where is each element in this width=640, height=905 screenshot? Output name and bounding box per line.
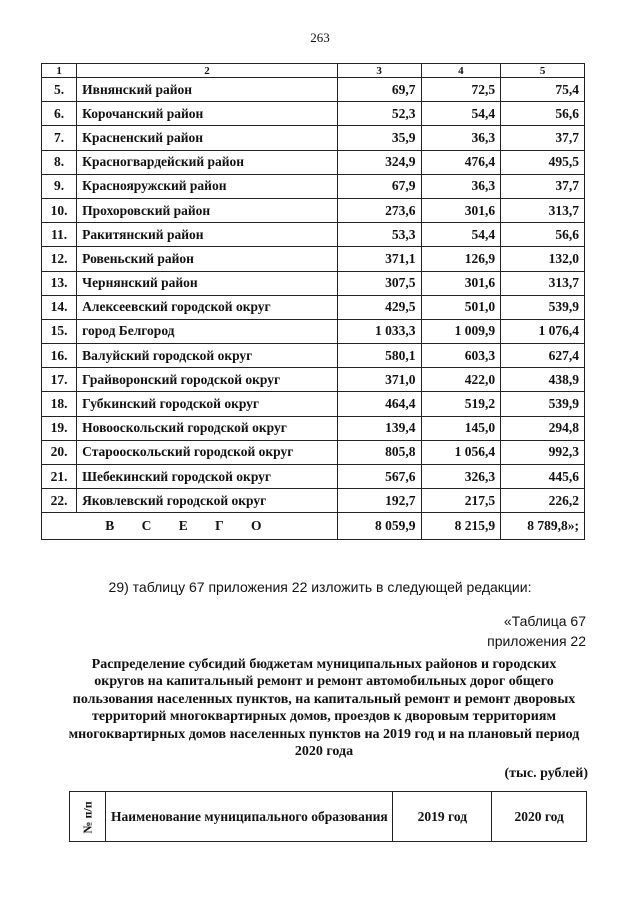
table-row: [42, 126, 585, 150]
row-value-2019: 301,6: [421, 271, 501, 295]
col-header-3: 3: [337, 64, 421, 78]
row-value-2018: 464,4: [337, 392, 421, 416]
row-number: 5.: [42, 78, 77, 102]
col-header-2019: 2019 год: [393, 792, 492, 842]
row-value-2018: 580,1: [337, 344, 421, 368]
row-value-2020: 37,7: [501, 174, 585, 198]
row-number: 15.: [42, 319, 77, 343]
row-value-2018: 139,4: [337, 416, 421, 440]
new-table-header: [69, 791, 587, 842]
table-row: [42, 150, 585, 174]
row-value-2018: 1 033,3: [337, 319, 421, 343]
page-number: 263: [310, 30, 330, 45]
row-number: 6.: [42, 102, 77, 126]
row-value-2019: 1 056,4: [421, 440, 501, 464]
row-value-2019: 54,4: [421, 223, 501, 247]
row-value-2018: 307,5: [337, 271, 421, 295]
table-row: [42, 344, 585, 368]
row-number: 11.: [42, 223, 77, 247]
table-row: [42, 465, 585, 489]
total-value-2018: 8 059,9: [337, 513, 421, 540]
row-value-2018: 371,1: [337, 247, 421, 271]
row-value-2019: 145,0: [421, 416, 501, 440]
row-value-2020: 132,0: [501, 247, 585, 271]
row-value-2018: 53,3: [337, 223, 421, 247]
row-number: 18.: [42, 392, 77, 416]
row-value-2020: 37,7: [501, 126, 585, 150]
row-value-2019: 422,0: [421, 368, 501, 392]
row-number: 13.: [42, 271, 77, 295]
row-value-2020: 438,9: [501, 368, 585, 392]
row-value-2020: 313,7: [501, 271, 585, 295]
row-value-2018: 429,5: [337, 295, 421, 319]
row-number: 9.: [42, 174, 77, 198]
total-value-2019: 8 215,9: [421, 513, 501, 540]
table-row: [42, 392, 585, 416]
table-reference: «Таблица 67: [503, 613, 586, 629]
row-name: Ракитянский район: [77, 223, 338, 247]
col-header-5: 5: [501, 64, 585, 78]
row-name: Новооскольский городской округ: [77, 416, 338, 440]
table-row: [42, 223, 585, 247]
col-header-4: 4: [421, 64, 501, 78]
row-name: Прохоровский район: [77, 198, 338, 222]
row-number: 17.: [42, 368, 77, 392]
row-number: 10.: [42, 198, 77, 222]
row-value-2018: 67,9: [337, 174, 421, 198]
row-value-2019: 301,6: [421, 198, 501, 222]
row-name: Валуйский городской округ: [77, 344, 338, 368]
table-row: [42, 368, 585, 392]
table-header-row: [42, 64, 585, 78]
row-value-2020: 1 076,4: [501, 319, 585, 343]
row-value-2018: 273,6: [337, 198, 421, 222]
table-row: [42, 78, 585, 102]
col-header-num: 1: [42, 64, 77, 78]
row-value-2020: 294,8: [501, 416, 585, 440]
row-value-2019: 36,3: [421, 126, 501, 150]
row-number: 7.: [42, 126, 77, 150]
row-value-2020: 627,4: [501, 344, 585, 368]
table-row: [42, 198, 585, 222]
row-value-2019: 217,5: [421, 489, 501, 513]
row-number: 16.: [42, 344, 77, 368]
row-name: Красногвардейский район: [77, 150, 338, 174]
row-value-2020: 56,6: [501, 102, 585, 126]
row-value-2019: 36,3: [421, 174, 501, 198]
row-name: Корочанский район: [77, 102, 338, 126]
row-value-2018: 192,7: [337, 489, 421, 513]
row-value-2019: 476,4: [421, 150, 501, 174]
row-value-2020: 445,6: [501, 465, 585, 489]
row-name: Ровеньский район: [77, 247, 338, 271]
table-row: [42, 102, 585, 126]
row-value-2018: 69,7: [337, 78, 421, 102]
row-value-2019: 1 009,9: [421, 319, 501, 343]
row-value-2018: 371,0: [337, 368, 421, 392]
row-value-2019: 326,3: [421, 465, 501, 489]
row-value-2019: 519,2: [421, 392, 501, 416]
table-row: [42, 247, 585, 271]
col-header-name: Наименование муниципального образования: [106, 792, 393, 842]
amendment-text: 29) таблицу 67 приложения 22 изложить в следующей редакции:: [108, 579, 532, 595]
row-value-2018: 52,3: [337, 102, 421, 126]
table-row: [42, 295, 585, 319]
row-value-2020: 495,5: [501, 150, 585, 174]
row-name: Краснояружский район: [77, 174, 338, 198]
row-number: 12.: [42, 247, 77, 271]
row-name: Ивнянский район: [77, 78, 338, 102]
row-value-2018: 805,8: [337, 440, 421, 464]
row-number: 21.: [42, 465, 77, 489]
row-value-2018: 567,6: [337, 465, 421, 489]
table-row: [42, 489, 585, 513]
row-value-2019: 126,9: [421, 247, 501, 271]
table-row: [42, 271, 585, 295]
col-header-num: № п/п: [70, 792, 106, 842]
row-name: Шебекинский городской округ: [77, 465, 338, 489]
table-row: [42, 440, 585, 464]
units-label: (тыс. рублей): [504, 766, 588, 781]
col-header-2020: 2020 год: [492, 792, 587, 842]
row-name: Красненский район: [77, 126, 338, 150]
row-name: Яковлевский городской округ: [77, 489, 338, 513]
row-value-2020: 992,3: [501, 440, 585, 464]
row-value-2020: 539,9: [501, 392, 585, 416]
row-name: город Белгород: [77, 319, 338, 343]
row-value-2019: 72,5: [421, 78, 501, 102]
row-value-2020: 56,6: [501, 223, 585, 247]
row-value-2020: 226,2: [501, 489, 585, 513]
table-title: Распределение субсидий бюджетам муниципальных районов и городских округов на капитальный ремонт и ремонт автомобильных дорог общего пользования населенных пунктов, на капитальный ремонт и ремонт дворовых территорий многоквартирных домов, проездов к дворовым территориям многоквартирных домов населенных пунктов на 2019 год и на плановый период 2020 года: [68, 657, 580, 760]
table-row: [42, 416, 585, 440]
row-value-2020: 539,9: [501, 295, 585, 319]
row-value-2019: 501,0: [421, 295, 501, 319]
row-name: Грайворонский городской округ: [77, 368, 338, 392]
appendix-reference: приложения 22: [487, 633, 586, 649]
total-value-2020: 8 789,8»;: [501, 513, 585, 540]
row-value-2018: 324,9: [337, 150, 421, 174]
row-number: 8.: [42, 150, 77, 174]
row-name: Старооскольский городской округ: [77, 440, 338, 464]
row-number: 19.: [42, 416, 77, 440]
row-name: Губкинский городской округ: [77, 392, 338, 416]
subsidy-table: [41, 63, 585, 540]
row-number: 14.: [42, 295, 77, 319]
row-value-2019: 603,3: [421, 344, 501, 368]
table-row: [42, 319, 585, 343]
col-header-name: 2: [77, 64, 338, 78]
row-number: 22.: [42, 489, 77, 513]
row-value-2020: 75,4: [501, 78, 585, 102]
total-row: [42, 513, 585, 540]
table-row: [42, 174, 585, 198]
row-number: 20.: [42, 440, 77, 464]
row-value-2018: 35,9: [337, 126, 421, 150]
row-value-2019: 54,4: [421, 102, 501, 126]
row-name: Алексеевский городской округ: [77, 295, 338, 319]
total-label: В С Е Г О: [42, 513, 338, 540]
row-value-2020: 313,7: [501, 198, 585, 222]
row-name: Чернянский район: [77, 271, 338, 295]
